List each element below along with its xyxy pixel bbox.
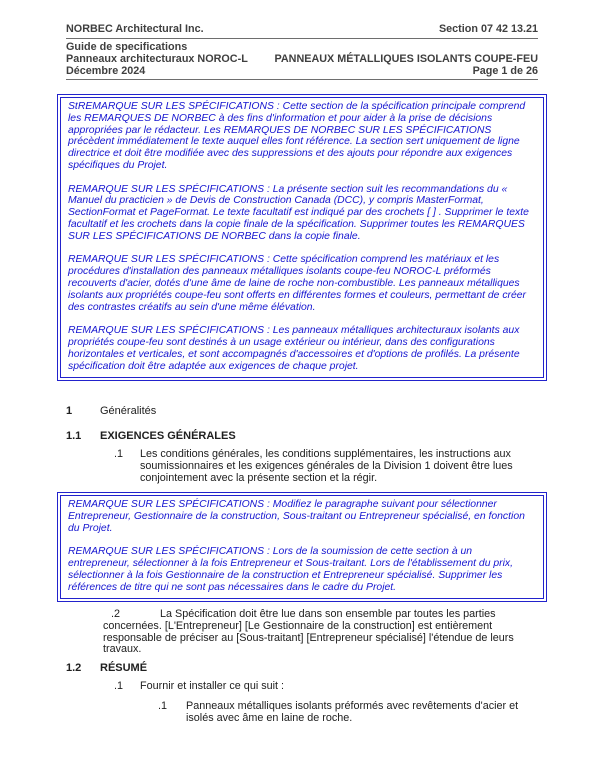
article-number: 1.2 [66,661,82,674]
clause-1-1-1 [114,449,604,484]
clause-marker: .1 [114,679,124,692]
document-title: PANNEAUX MÉTALLIQUES ISOLANTS COUPE-FEU [274,53,538,65]
article-number: 1.1 [66,430,82,443]
document-date: Décembre 2024 [66,65,146,77]
clause-marker: .1 [158,700,168,713]
page-number: Page 1 de 26 [472,65,538,77]
clause-marker: .1 [114,448,124,461]
company-name: NORBEC Architectural Inc. [66,23,204,35]
header-divider-top [66,38,538,39]
section-number: Section 07 42 13.21 [438,23,538,35]
article-heading-1-1 [66,430,604,442]
guide-label: Guide de specifications [66,41,188,53]
part-number: 1 [66,405,73,418]
header-row-4 [66,65,538,77]
product-line: Panneaux architecturaux NOROC-L [66,53,248,65]
spec-note-paragraph: REMARQUE SUR LES SPÉCIFICATIONS : Les panneaux métalliques architecturaux isolants aux propriétés coupe-feu sont destinés à un usage extérieur ou intérieur, dans des configurations horizontales et verticales, et sont accompagnés d'accessoires et d'options de profilés. La présente spécification doit être adaptée aux exigences de chaque projet. [68,325,520,372]
article-heading-1-2 [66,662,604,674]
header-row-3 [66,53,538,65]
clause-1-1-2 [103,609,535,655]
article-title: EXIGENCES GÉNÉRALES [100,430,236,443]
header-row-2 [66,41,538,53]
header-row-1 [66,23,538,35]
part-heading [66,405,604,417]
spec-note-paragraph: REMARQUE SUR LES SPÉCIFICATIONS : Cette spécification comprend les matériaux et les procédures d'installation des panneaux métalliques isolants coupe-feu NOROC-L préformés recouverts d'acier, dotés d'une âme de laine de roche non-combustible. Les panneaux métalliques isolants aux propriétés coupe-feu sont offerts en différentes formes et couleurs, permettant de créer des contrastes créatifs au sein d'une même élévation. [68,254,527,313]
clause-text: Les conditions générales, les conditions supplémentaires, les instructions aux soumissionnaires et les exigences générales de la Division 1 doivent être lues conjointement avec la présente section et la régir. [140,448,513,484]
clause-text: La Spécification doit être lue dans son ensemble par toutes les parties concernées. [L'Entrepreneur] [Le Gestionnaire de la construction] est entièrement responsable de préciser au [Sous-traitant] [Entrepreneur spécialisé] l'étendue de leurs travaux. [103,608,514,656]
clause-text: Panneaux métalliques isolants préformés avec revêtements d'acier et isolés avec âme en laine de roche. [186,700,519,725]
subclause-1-2-1-1 [158,701,604,724]
spec-note-paragraph: StREMARQUE SUR LES SPÉCIFICATIONS : Cette section de la spécification principale comprend les REMARQUES DE NORBEC à des fins d'information et pour aider à la prise de décisions appropriées par le rédacteur. Les REMARQUES DE NORBEC SUR LES SPÉCIFICATIONS précèdent immédiatement le texte auquel elles font référence. La section sert uniquement de ligne directrice et doit être modifiée avec des suppressions et des ajouts pour répondre aux exigences spécifiques du Projet. [68,101,526,171]
spec-note-box-2 [57,492,547,602]
article-title: RÉSUMÉ [100,661,148,674]
header-divider-bottom [66,79,538,80]
clause-1-2-1 [114,681,604,693]
part-title: Généralités [100,405,157,418]
clause-text: Fournir et installer ce qui suit : [140,679,285,692]
spec-note-paragraph: REMARQUE SUR LES SPÉCIFICATIONS : Modifiez le paragraphe suivant pour sélectionner Entrepreneur, Gestionnaire de la construction, Sous-traitant ou Entrepreneur spécialisé, en fonction du Projet. [68,499,525,534]
clause-marker: .2 [111,608,121,621]
spec-note-box-1 [57,94,547,381]
spec-note-paragraph: REMARQUE SUR LES SPÉCIFICATIONS : Lors de la soumission de cette section à un entrepreneur, sélectionner à la fois Entrepreneur et Sous-traitant. Lors de l'établissement du prix, sélectionner à la fois Gestionnaire de la construction et Entrepreneur spécialisé. Supprimer les références de titre qui ne sont pas nécessaires dans le cadre du Projet. [68,546,513,593]
page-header [66,23,538,80]
spec-note-paragraph: REMARQUE SUR LES SPÉCIFICATIONS : La présente section suit les recommandations du « Manuel du practicien » de Devis de Construction Canada (DCC), y compris MasterFormat, SectionFormat et PageFormat. Le texte facultatif est indiqué par des crochets [ ] . Supprimer le texte facultatif et les crochets dans la copie finale de la spécification. Supprimer toutes les REMARQUES SUR LES SPÉCIFICATIONS DE NORBEC dans la copie finale. [68,183,529,242]
